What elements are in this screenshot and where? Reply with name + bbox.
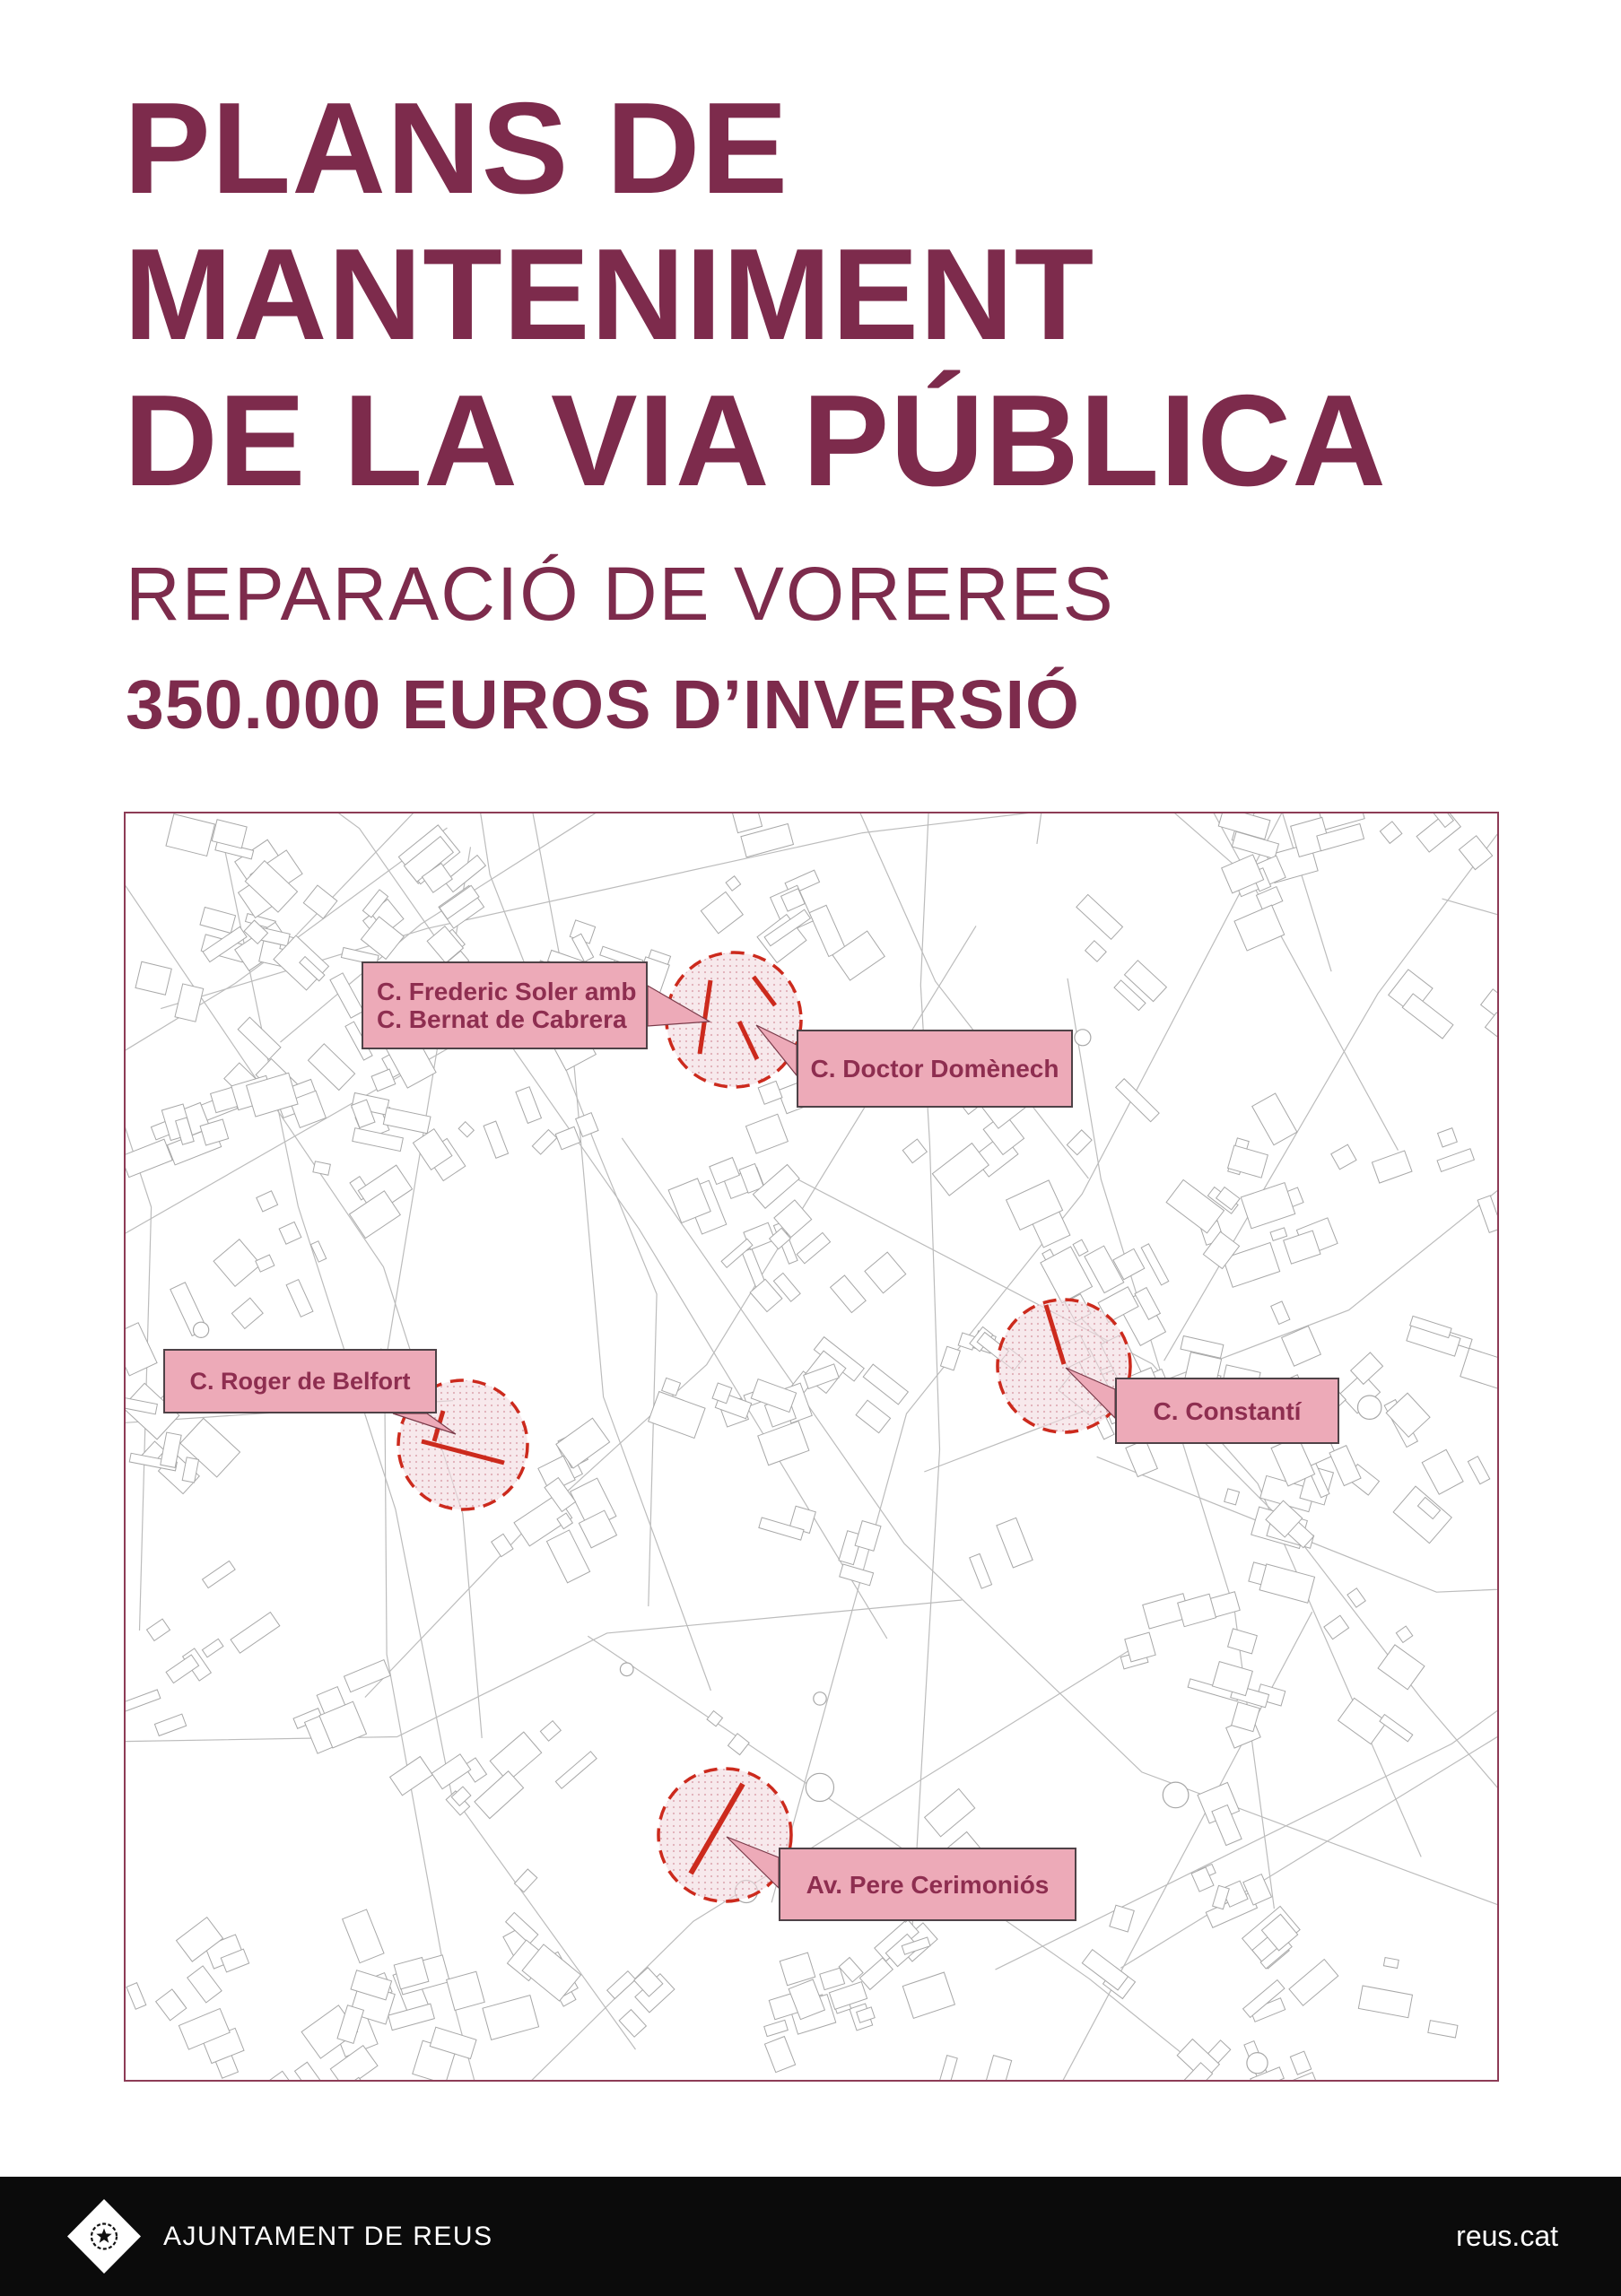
page-title-line-2: MANTENIMENT (124, 222, 1095, 367)
page-title-line-3: DE LA VIA PÚBLICA (124, 368, 1387, 513)
map-label-constanti-text: C. Constantí (1153, 1396, 1302, 1425)
map-label-roger-de-belfort-text: C. Roger de Belfort (189, 1367, 411, 1395)
map-label-roger-de-belfort (163, 1349, 437, 1413)
map-label-frederic-soler-line-2: C. Bernat de Cabrera (377, 1005, 627, 1033)
map-label-doctor-domenech-text: C. Doctor Domènech (810, 1055, 1059, 1083)
map-label-pere-cerimonios (779, 1848, 1076, 1921)
map-label-doctor-domenech (797, 1030, 1073, 1108)
page-title (124, 75, 1387, 514)
investment-amount: 350.000 EUROS D’INVERSIÓ (126, 666, 1080, 744)
ajuntament-de-reus-logo-icon (67, 2199, 141, 2274)
highlight-zone-pere-cerimonios (658, 1769, 791, 1901)
page-title-line-1: PLANS DE (124, 75, 789, 221)
city-map (124, 812, 1499, 2082)
map-label-constanti (1115, 1378, 1339, 1444)
page-subtitle: REPARACIÓ DE VORERES (126, 552, 1115, 636)
map-label-frederic-soler (362, 961, 648, 1049)
map-label-frederic-soler-line-1: C. Frederic Soler amb (377, 978, 637, 1005)
map-label-pere-cerimonios-text: Av. Pere Cerimoniós (806, 1870, 1050, 1899)
footer-organization: AJUNTAMENT DE REUS (163, 2221, 493, 2251)
footer-bar (0, 2177, 1621, 2296)
footer-website: reus.cat (1456, 2220, 1558, 2252)
